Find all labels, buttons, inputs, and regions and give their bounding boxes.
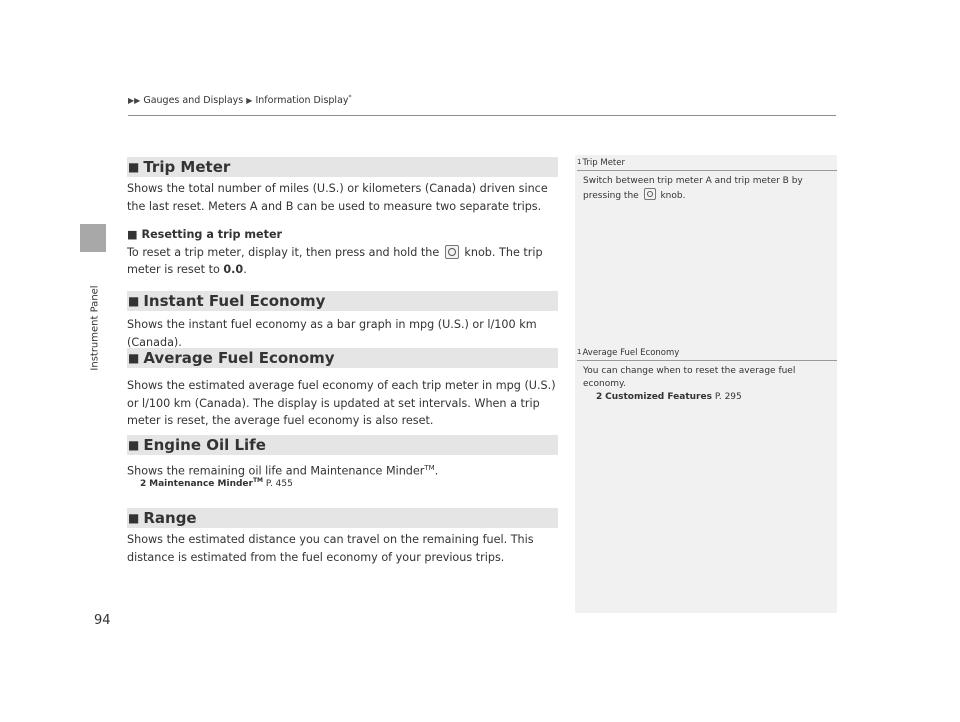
chapter-tab	[80, 224, 106, 252]
subsection-title	[127, 226, 559, 244]
section-title: Trip Meter	[143, 158, 231, 176]
section-title: Average Fuel Economy	[143, 349, 335, 367]
section-header-average-fuel-economy	[127, 348, 558, 368]
reference-arrow-icon: 2	[596, 392, 603, 402]
section-header-engine-oil-life	[127, 435, 558, 455]
note-title-trip-meter: 1Trip Meter	[577, 158, 625, 168]
reset-value: 0.0	[223, 263, 244, 276]
chapter-label: Instrument Panel	[89, 285, 101, 371]
reference-page: P. 295	[714, 392, 742, 402]
average-fuel-description: Shows the estimated average fuel economy of each trip meter in mpg (U.S.) or l/100 km (Canada). The display is updated at set intervals. When a trip meter is reset, the average fuel economy is also reset.	[127, 379, 556, 427]
triangle-icon: ▶	[134, 96, 141, 106]
engine-oil-description: Shows the remaining oil life and Maintenance Minder™.	[127, 464, 439, 478]
section-title: Instant Fuel Economy	[143, 292, 326, 310]
section-title: Engine Oil Life	[143, 436, 266, 454]
resetting-trip-meter-block	[127, 226, 559, 279]
breadcrumb-item-information-display[interactable]: Information Display	[255, 95, 349, 107]
reference-arrow-icon: 2	[140, 479, 147, 489]
note-body-trip-meter: Switch between trip meter A and trip meter B by pressing the knob.	[583, 176, 803, 201]
header-divider	[128, 115, 836, 116]
square-bullet-icon: ■	[128, 294, 140, 308]
trip-meter-description: Shows the total number of miles (U.S.) or kilometers (Canada) driven since the last reset. Meters A and B can be used to measure two separate trips.	[127, 182, 548, 213]
note-number: 1	[577, 158, 582, 166]
selector-knob-icon	[445, 245, 459, 259]
note-divider	[577, 170, 837, 171]
range-description: Shows the estimated distance you can travel on the remaining fuel. This distance is estimated from the fuel economy of your previous trips.	[127, 533, 534, 564]
breadcrumb	[128, 94, 352, 106]
reference-page: P. 455	[265, 479, 293, 489]
instant-fuel-description: Shows the instant fuel economy as a bar graph in mpg (U.S.) or l/100 km (Canada).	[127, 318, 537, 349]
square-bullet-icon: ■	[128, 160, 140, 174]
section-header-trip-meter	[127, 157, 558, 177]
note-number: 1	[577, 348, 582, 356]
note-title-average-fuel-economy: 1Average Fuel Economy	[577, 348, 680, 358]
square-bullet-icon: ■	[128, 351, 140, 365]
square-bullet-icon: ■	[128, 511, 140, 525]
maintenance-minder-reference[interactable]: 2 Maintenance Minder™ P. 455	[140, 477, 293, 489]
subsection-title-text: Resetting a trip meter	[141, 228, 283, 241]
page-number: 94	[94, 613, 111, 628]
asterisk-mark: *	[348, 94, 352, 101]
section-title: Range	[143, 509, 197, 527]
triangle-icon: ▶	[128, 96, 135, 106]
note-body-average-fuel-economy: You can change when to reset the average fuel economy.	[583, 366, 796, 389]
note-divider	[577, 360, 837, 361]
section-header-range	[127, 508, 558, 528]
triangle-icon: ▶	[246, 96, 253, 106]
square-bullet-icon: ■	[127, 228, 138, 241]
selector-knob-icon	[644, 188, 656, 200]
resetting-instructions: To reset a trip meter, display it, then press and hold the knob. The trip meter is reset to 0.0.	[127, 245, 543, 276]
square-bullet-icon: ■	[128, 438, 140, 452]
breadcrumb-item-gauges[interactable]: Gauges and Displays	[143, 95, 244, 107]
section-header-instant-fuel-economy	[127, 291, 558, 311]
customized-features-reference[interactable]: 2 Customized Features P. 295	[596, 392, 742, 402]
